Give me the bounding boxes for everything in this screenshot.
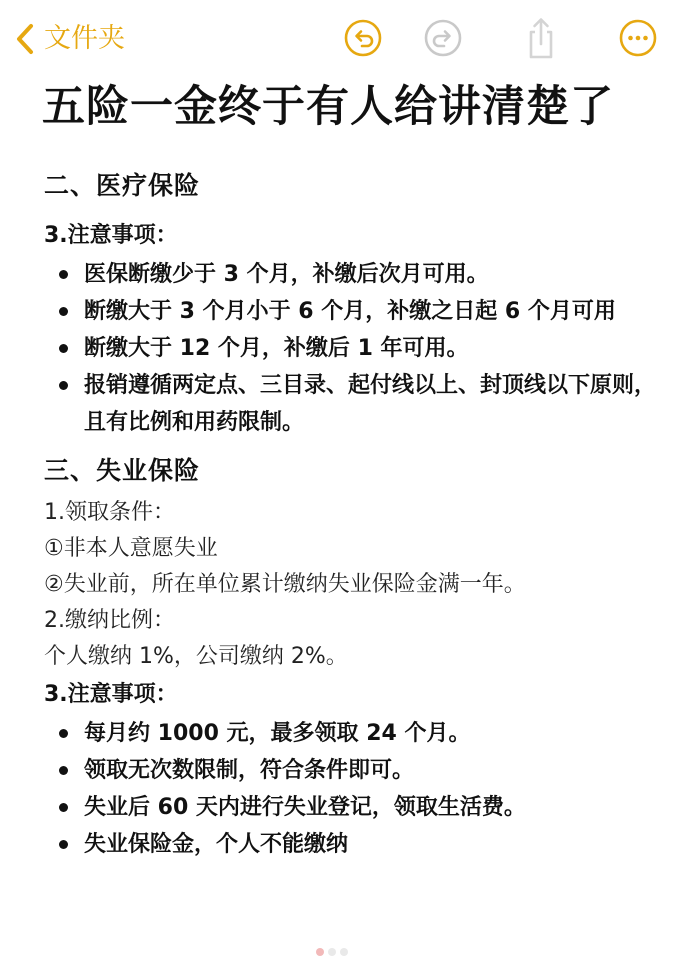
chevron-left-icon [14,22,36,56]
notes-heading: 3.注意事项： [44,682,178,707]
list-item-text: 失业后 60 天内进行失业登记，领取生活费。 [84,795,526,820]
section-heading: 三、失业保险 [44,456,201,485]
bullet-dot [59,729,68,738]
list-item-text: 失业保险金，个人不能缴纳 [84,832,349,857]
more-button[interactable] [618,18,658,58]
back-label: 文件夹 [44,23,125,54]
section-unemployment-insurance [44,451,658,863]
undo-icon [343,18,383,58]
section-heading: 二、医疗保险 [44,171,201,200]
list-item-text: 断缴大于 12 个月，补缴后 1 年可用。 [84,336,469,361]
bullet-dot [59,307,68,316]
list-item [44,715,658,752]
redo-icon [423,18,463,58]
list-item [44,256,658,293]
note-title: 五险一金终于有人给讲清楚了 [42,82,614,132]
notes-heading: 3.注意事项： [44,223,178,248]
undo-button[interactable] [343,18,383,58]
bullet-dot [59,270,68,279]
ratio-heading: 2.缴纳比例： [44,608,175,633]
list-item [44,293,658,330]
toolbar [0,0,690,78]
bullet-list [44,256,658,441]
share-button[interactable] [521,18,561,58]
list-item [44,826,658,863]
bullet-list [44,715,658,863]
list-item-text: 断缴大于 3 个月小于 6 个月，补缴之日起 6 个月可用 [84,299,616,324]
share-icon [521,16,561,60]
list-item [44,789,658,826]
list-item-text: 领取无次数限制，符合条件即可。 [84,758,415,783]
more-icon [618,18,658,58]
bullet-dot [59,344,68,353]
bullet-dot [59,381,68,390]
list-item [44,752,658,789]
redo-button[interactable] [423,18,463,58]
conditions-heading: 1.领取条件： [44,500,175,525]
back-button[interactable] [14,20,125,58]
bullet-dot [59,766,68,775]
condition-line: ②失业前，所在单位累计缴纳失业保险金满一年。 [44,572,526,597]
bullet-dot [59,840,68,849]
list-item-text: 医保断缴少于 3 个月，补缴后次月可用。 [84,262,489,287]
list-item-text: 每月约 1000 元，最多领取 24 个月。 [84,721,471,746]
ratio-text: 个人缴纳 1%，公司缴纳 2%。 [44,644,348,669]
list-item [44,367,658,441]
bullet-dot [59,803,68,812]
notes-block [44,677,658,863]
section-medical-insurance [44,166,658,441]
list-item-text: 报销遵循两定点、三目录、起付线以上、封顶线以下原则，且有比例和用药限制。 [84,373,657,435]
conditions-block [44,495,658,675]
list-item [44,330,658,367]
condition-line: ①非本人意愿失业 [44,536,218,561]
note-body[interactable] [44,166,658,863]
